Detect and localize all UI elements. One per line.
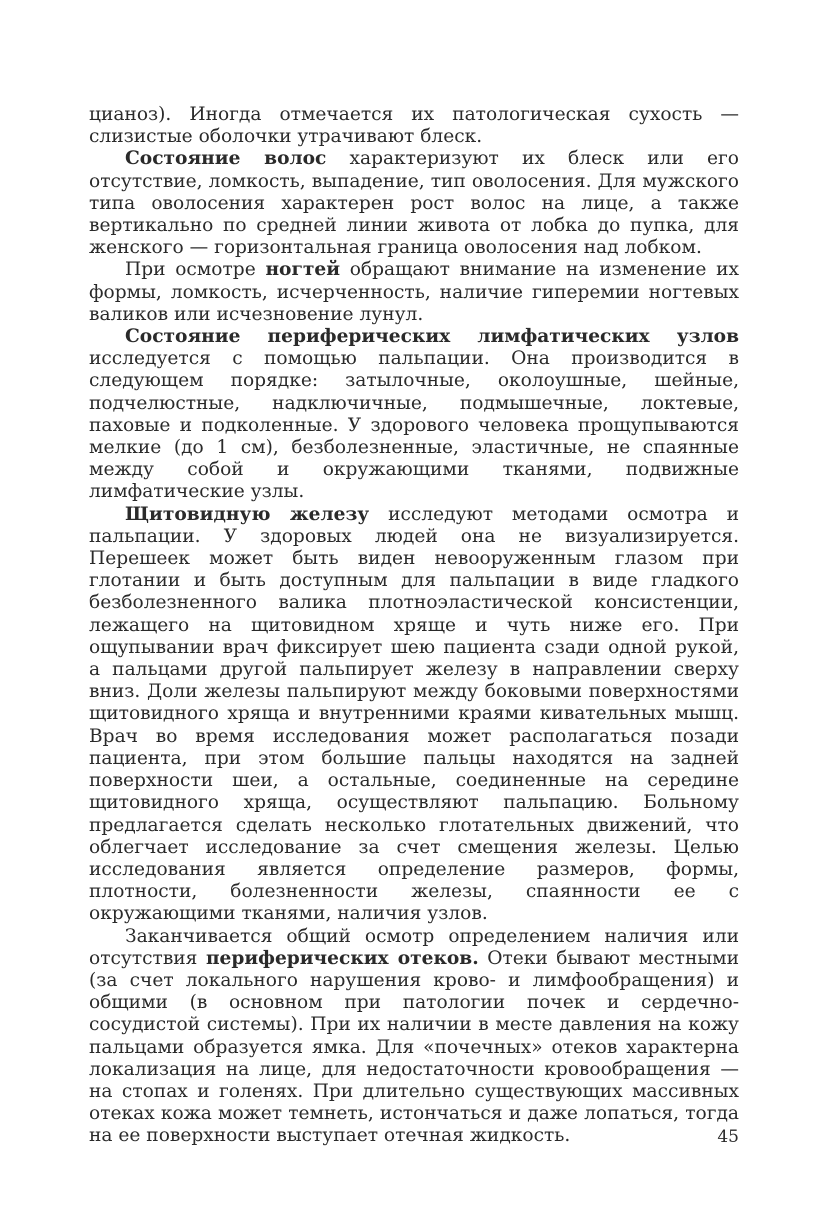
text-run: При осмотре	[125, 259, 266, 281]
term-thyroid: Щитовидную железу	[125, 503, 370, 525]
paragraph-nails	[89, 259, 739, 326]
term-edema: периферических отеков.	[205, 947, 479, 969]
text-run: Заканчивается общий осмотр определением наличия или отсутствия	[89, 925, 739, 969]
paragraph-edema	[89, 926, 739, 1148]
paragraph-hair	[89, 148, 739, 259]
text-run: цианоз). Иногда отмечается их патологическая сухость — слизистые оболочки утрачивают блеск.	[89, 104, 739, 148]
term-nails: ногтей	[265, 259, 340, 281]
text-run: исследуется с помощью пальпации. Она производится в следующем порядке: затылочные, околоушные, шейные, подчелюстные, надключичные, подмышечные, локтевые, паховые и подколенные. У здорового человека прощупываются мелкие (до 1 см), безболезненные, эластичные, не спаянные между собой и окружающими тканями, подвижные лимфатические узлы.	[89, 348, 739, 503]
paragraph-thyroid	[89, 504, 739, 926]
term-hair: Состояние волос	[125, 148, 327, 170]
paragraph-lymph-nodes	[89, 326, 739, 504]
text-run: Отеки бывают местными (за счет локального нарушения крово- и лимфообращения) и общими (в основном при патологии почек и сердечно-сосудистой системы). При их наличии в месте давления на кожу пальцами образуется ямка. Для «почечных» отеков характерна локализация на лице, для недостаточности кровообращения — на стопах и голенях. При длительно существующих массивных отеках кожа может темнеть, истончаться и даже лопаться, тогда на ее поверхности выступает отечная жидкость.	[89, 947, 740, 1147]
term-lymph-nodes: Состояние периферических лимфатических узлов	[125, 326, 739, 348]
body-text	[89, 104, 739, 1148]
text-run: обращают внимание на изменение их формы, ломкость, исчерченность, наличие гиперемии ногтевых валиков или исчезновение лунул.	[89, 259, 739, 325]
page-number: 45	[717, 1127, 739, 1147]
text-run: исследуют методами осмотра и пальпации. У здоровых людей она не визуализируется. Перешеек может быть виден невооруженным глазом при глотании и быть доступным для пальпации в виде гладкого безболезненного валика плотноэластической консистенции, лежащего на щитовидном хряще и чуть ниже его. При ощупывании врач фиксирует шею пациента сзади одной рукой, а пальцами другой пальпирует железу в направлении сверху вниз. Доли железы пальпируют между боковыми поверхностями щитовидного хряща и внутренними краями кивательных мышц. Врач во время исследования может располагаться позади пациента, при этом большие пальцы находятся на задней поверхности шеи, а остальные, соединенные на середине щитовидного хряща, осуществляют пальпацию. Больному предлагается сделать несколько глотательных движений, что облегчает исследование за счет смещения железы. Целью исследования является определение размеров, формы, плотности, болезненности железы, спаянности ее с окружающими тканями, наличия узлов.	[89, 503, 739, 925]
text-run: характеризуют их блеск или его отсутствие, ломкость, выпадение, тип оволосения. Для мужского типа оволосения характерен рост волос на лице, а также вертикально по средней линии живота от лобка до пупка, для женского — горизонтальная граница оволосения над лобком.	[89, 148, 739, 259]
paragraph-mucosa	[89, 104, 739, 148]
